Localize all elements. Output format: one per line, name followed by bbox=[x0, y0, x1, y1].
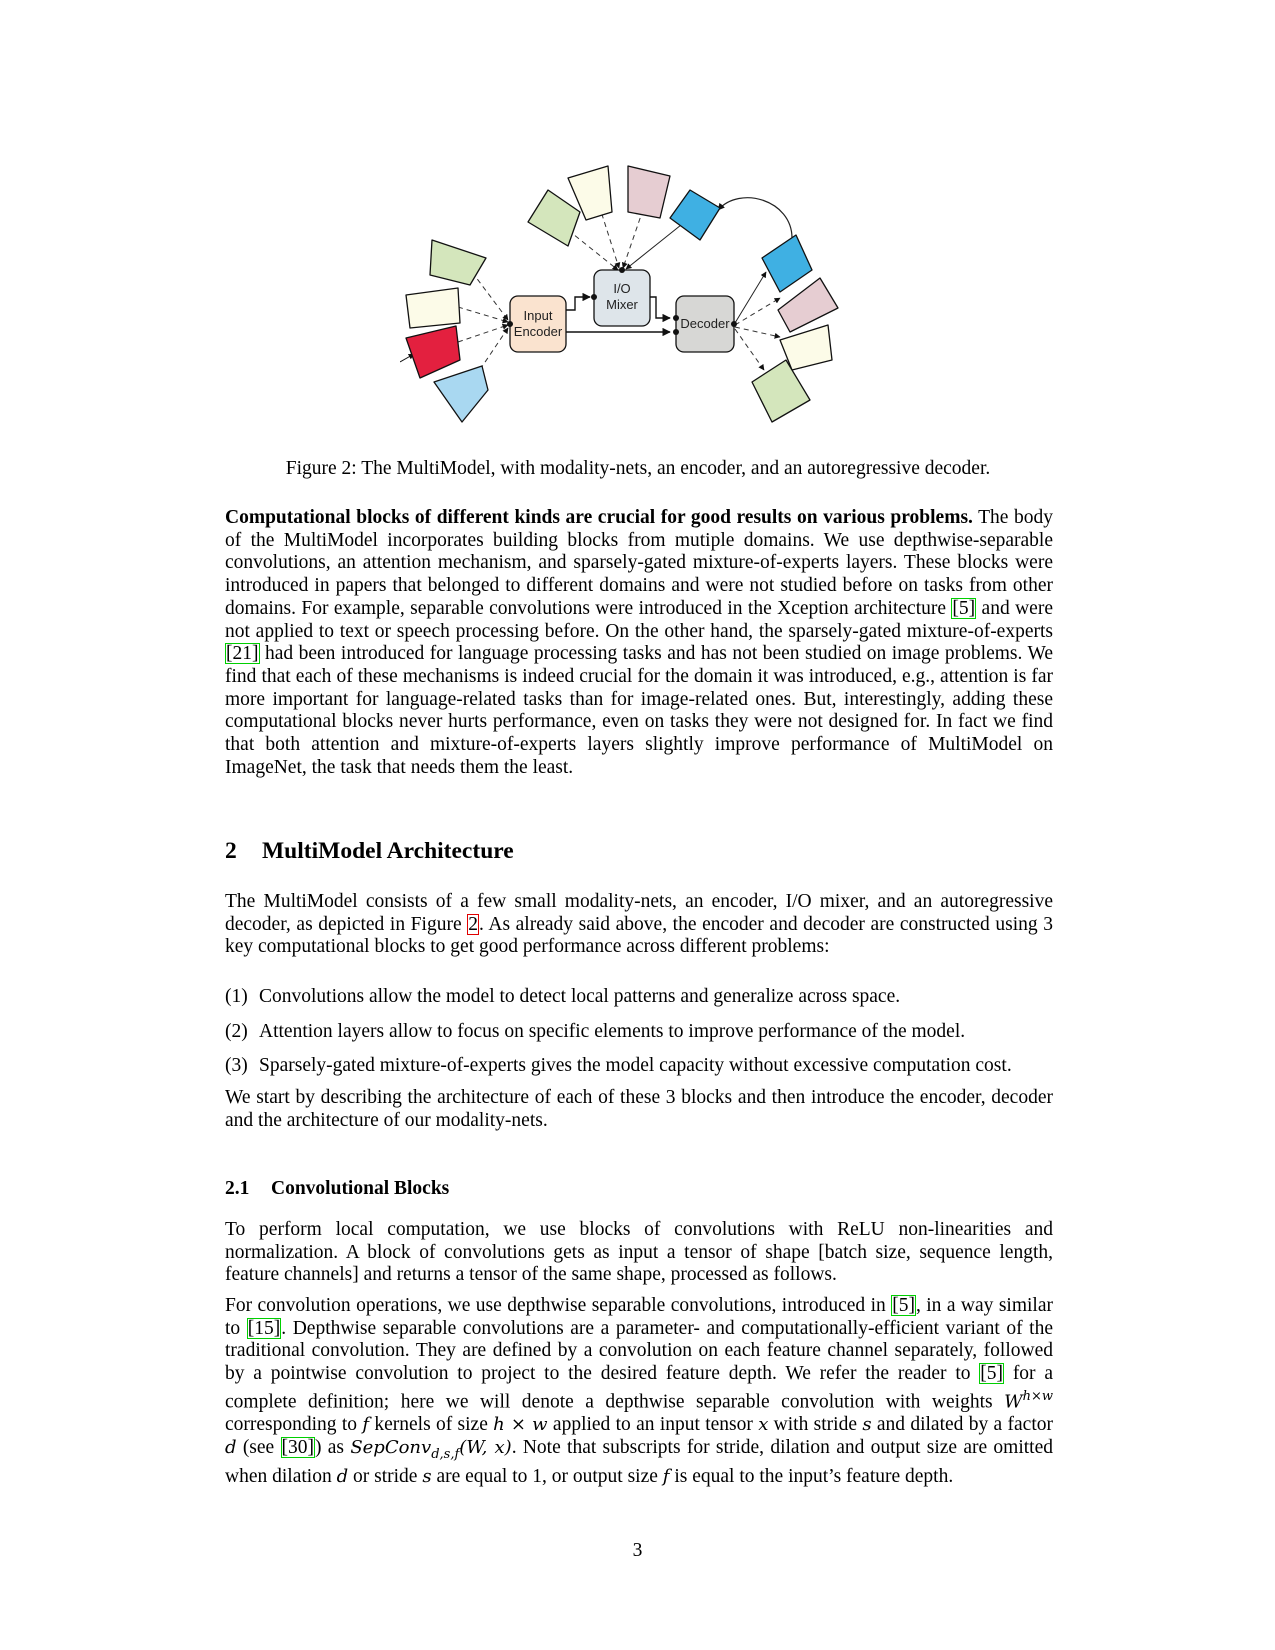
list-item bbox=[225, 1021, 1065, 1056]
math-f: f bbox=[662, 1466, 670, 1488]
figure-reference[interactable]: 2 bbox=[468, 913, 478, 935]
para5-text: kernels of size bbox=[369, 1414, 494, 1436]
section-heading: MultiModel Architecture bbox=[262, 838, 514, 864]
right-connections bbox=[735, 298, 780, 370]
list-item bbox=[225, 1055, 1065, 1090]
multimodel-diagram bbox=[400, 160, 880, 450]
list-item-text: Sparsely-gated mixture-of-experts gives the model capacity without excessive computation cost. bbox=[259, 1055, 1012, 1076]
subsection-title bbox=[225, 1178, 449, 1200]
section-number: 2 bbox=[225, 838, 237, 864]
encoder-to-mixer-arrow bbox=[566, 297, 590, 310]
math-sepconv-subscript: d,s,f bbox=[431, 1446, 460, 1462]
multimodel-figure bbox=[400, 160, 880, 450]
left-modality-net-red bbox=[406, 326, 460, 378]
para2-text-1: The MultiModel consists of a few small modality-nets, an encoder, I/O mixer, and an autoregressive decoder, as depicted in Figure bbox=[225, 891, 1053, 935]
para2-text-2: . As already said above, the encoder and decoder are constructed using 3 key computational blocks to get good performance across different problems: bbox=[225, 913, 1053, 958]
mixer-to-output-arrow bbox=[626, 225, 681, 269]
para5-text: with stride bbox=[768, 1414, 863, 1436]
para5-text: (see bbox=[236, 1436, 281, 1458]
math-d: d bbox=[225, 1436, 237, 1458]
top-modality-net-pink bbox=[628, 166, 670, 218]
list-item-number: (2) bbox=[225, 1020, 248, 1042]
math-sepconv: SepConv bbox=[350, 1436, 432, 1458]
para5-text: corresponding to bbox=[225, 1414, 363, 1436]
para5-text: . Note that subscripts for stride, dilation and output size are omitted when dilation bbox=[225, 1436, 1053, 1488]
math-f: f bbox=[362, 1414, 370, 1436]
para5-text: for a complete definition; here we will denote a depthwise separable convolution with weights bbox=[225, 1363, 1053, 1413]
para5-text: . Depthwise separable convolutions are a parameter- and computationally-efficient variant of the traditional convolution. They are defined by a convolution on each feature channel separately, followed by a pointwise convolution to project to the desired feature depth. We refer the reader to bbox=[225, 1317, 1054, 1385]
math-s: s bbox=[422, 1466, 432, 1488]
math-x: x bbox=[758, 1414, 769, 1436]
math-weights: W bbox=[1004, 1391, 1023, 1413]
page-number: 3 bbox=[632, 1540, 643, 1561]
right-modality-net-green bbox=[752, 360, 810, 422]
list-item-text: Convolutions allow the model to detect local patterns and generalize across space. bbox=[259, 986, 901, 1007]
subsection-heading: Convolutional Blocks bbox=[271, 1178, 450, 1199]
right-modality-net-blue bbox=[762, 235, 812, 292]
para1-text-3: had been introduced for language processing tasks and has not been studied on image problems. We find that each of these mechanisms is indeed crucial for the domain it was introduced, e.g., attention is far more important for language-related tasks than for image-related ones. But, interestingly, adding these computational blocks never hurts performance, even on tasks they were not designed for. In fact we find that both attention and mixture-of-experts layers slightly improve performance of MultiModel on ImageNet, the task that needs them the least. bbox=[225, 643, 1053, 778]
citation-5[interactable]: [5] bbox=[952, 597, 976, 619]
citation-5[interactable]: [5] bbox=[980, 1363, 1004, 1385]
io-mixer-label-2: Mixer bbox=[606, 297, 638, 312]
math-kernel-size: h × w bbox=[493, 1414, 548, 1436]
input-encoder-label-2: Encoder bbox=[513, 324, 563, 339]
section-title bbox=[225, 838, 514, 865]
subsection-number: 2.1 bbox=[225, 1178, 250, 1199]
feedback-arrow bbox=[718, 198, 792, 238]
citation-5[interactable]: [5] bbox=[892, 1295, 915, 1316]
paragraph-architecture-intro bbox=[225, 891, 1053, 959]
para5-text: , in a way similar to bbox=[225, 1295, 1053, 1339]
citation-21[interactable]: [21] bbox=[226, 643, 259, 665]
mixer-to-decoder-arrow bbox=[650, 297, 670, 318]
paragraph-separable-convolutions bbox=[225, 1295, 1053, 1489]
math-d: d bbox=[336, 1466, 349, 1488]
citation-30[interactable]: [30] bbox=[281, 1436, 314, 1458]
para1-text-2: and were not applied to text or speech processing before. On the other hand, the sparsely-gated mixture-of-experts bbox=[225, 597, 1053, 642]
para1-text-1: The body of the MultiModel incorporates building blocks from mutiple domains. We use depthwise-separable convolutions, an attention mechanism, and sparsely-gated mixture-of-experts layers. These blocks were introduced in papers that belonged to different domains and were not studied before on tasks from other domains. For example, separable convolutions were introduced in the Xception architecture bbox=[225, 507, 1054, 619]
para5-text: ) as bbox=[315, 1436, 351, 1458]
key-blocks-list bbox=[225, 986, 1065, 1090]
io-mixer-label-1: I/O bbox=[613, 281, 631, 296]
para5-text: or stride bbox=[348, 1466, 423, 1488]
paragraph-computational-blocks bbox=[225, 507, 1053, 779]
paragraph-heading: Computational blocks of different kinds are crucial for good results on various problems. bbox=[225, 507, 973, 528]
left-modality-net-light-blue bbox=[434, 366, 488, 422]
citation-15[interactable]: [15] bbox=[247, 1317, 281, 1339]
math-s: s bbox=[862, 1414, 872, 1436]
para5-text: are equal to 1, or output size bbox=[431, 1466, 663, 1488]
left-modality-net-cream bbox=[406, 288, 460, 328]
input-encoder-label-1: Input bbox=[523, 308, 553, 323]
list-item bbox=[225, 986, 1065, 1021]
list-item-number: (1) bbox=[225, 986, 248, 1007]
list-item-text: Attention layers allow to focus on specific elements to improve performance of the model. bbox=[259, 1020, 966, 1042]
math-weights-superscript: h×w bbox=[1022, 1388, 1053, 1404]
left-modality-net-green bbox=[430, 240, 486, 285]
para5-text: For convolution operations, we use depthwise separable convolutions, introduced in bbox=[225, 1295, 892, 1316]
paragraph-blocks-overview: We start by describing the architecture of each of these 3 blocks and then introduce the encoder, decoder and the architecture of our modality-nets. bbox=[225, 1087, 1053, 1131]
decoder-label: Decoder bbox=[680, 316, 730, 331]
math-sepconv-args: (W, x) bbox=[459, 1436, 512, 1458]
para5-text: is equal to the input’s feature depth. bbox=[669, 1466, 954, 1488]
paragraph-local-computation: To perform local computation, we use blocks of convolutions with ReLU non-linearities and normalization. A block of convolutions gets as input a tensor of shape [batch size, sequence length, feature channels] and returns a tensor of the same shape, processed as follows. bbox=[225, 1219, 1053, 1286]
para5-text: and dilated by a factor bbox=[871, 1414, 1053, 1436]
top-modality-net-green bbox=[528, 190, 580, 246]
left-connections bbox=[458, 272, 508, 377]
figure-caption: Figure 2: The MultiModel, with modality-nets, an encoder, and an autoregressive decoder. bbox=[285, 458, 991, 479]
top-modality-net-blue bbox=[670, 190, 720, 240]
para5-text: applied to an input tensor bbox=[547, 1414, 759, 1436]
list-item-number: (3) bbox=[225, 1055, 248, 1076]
